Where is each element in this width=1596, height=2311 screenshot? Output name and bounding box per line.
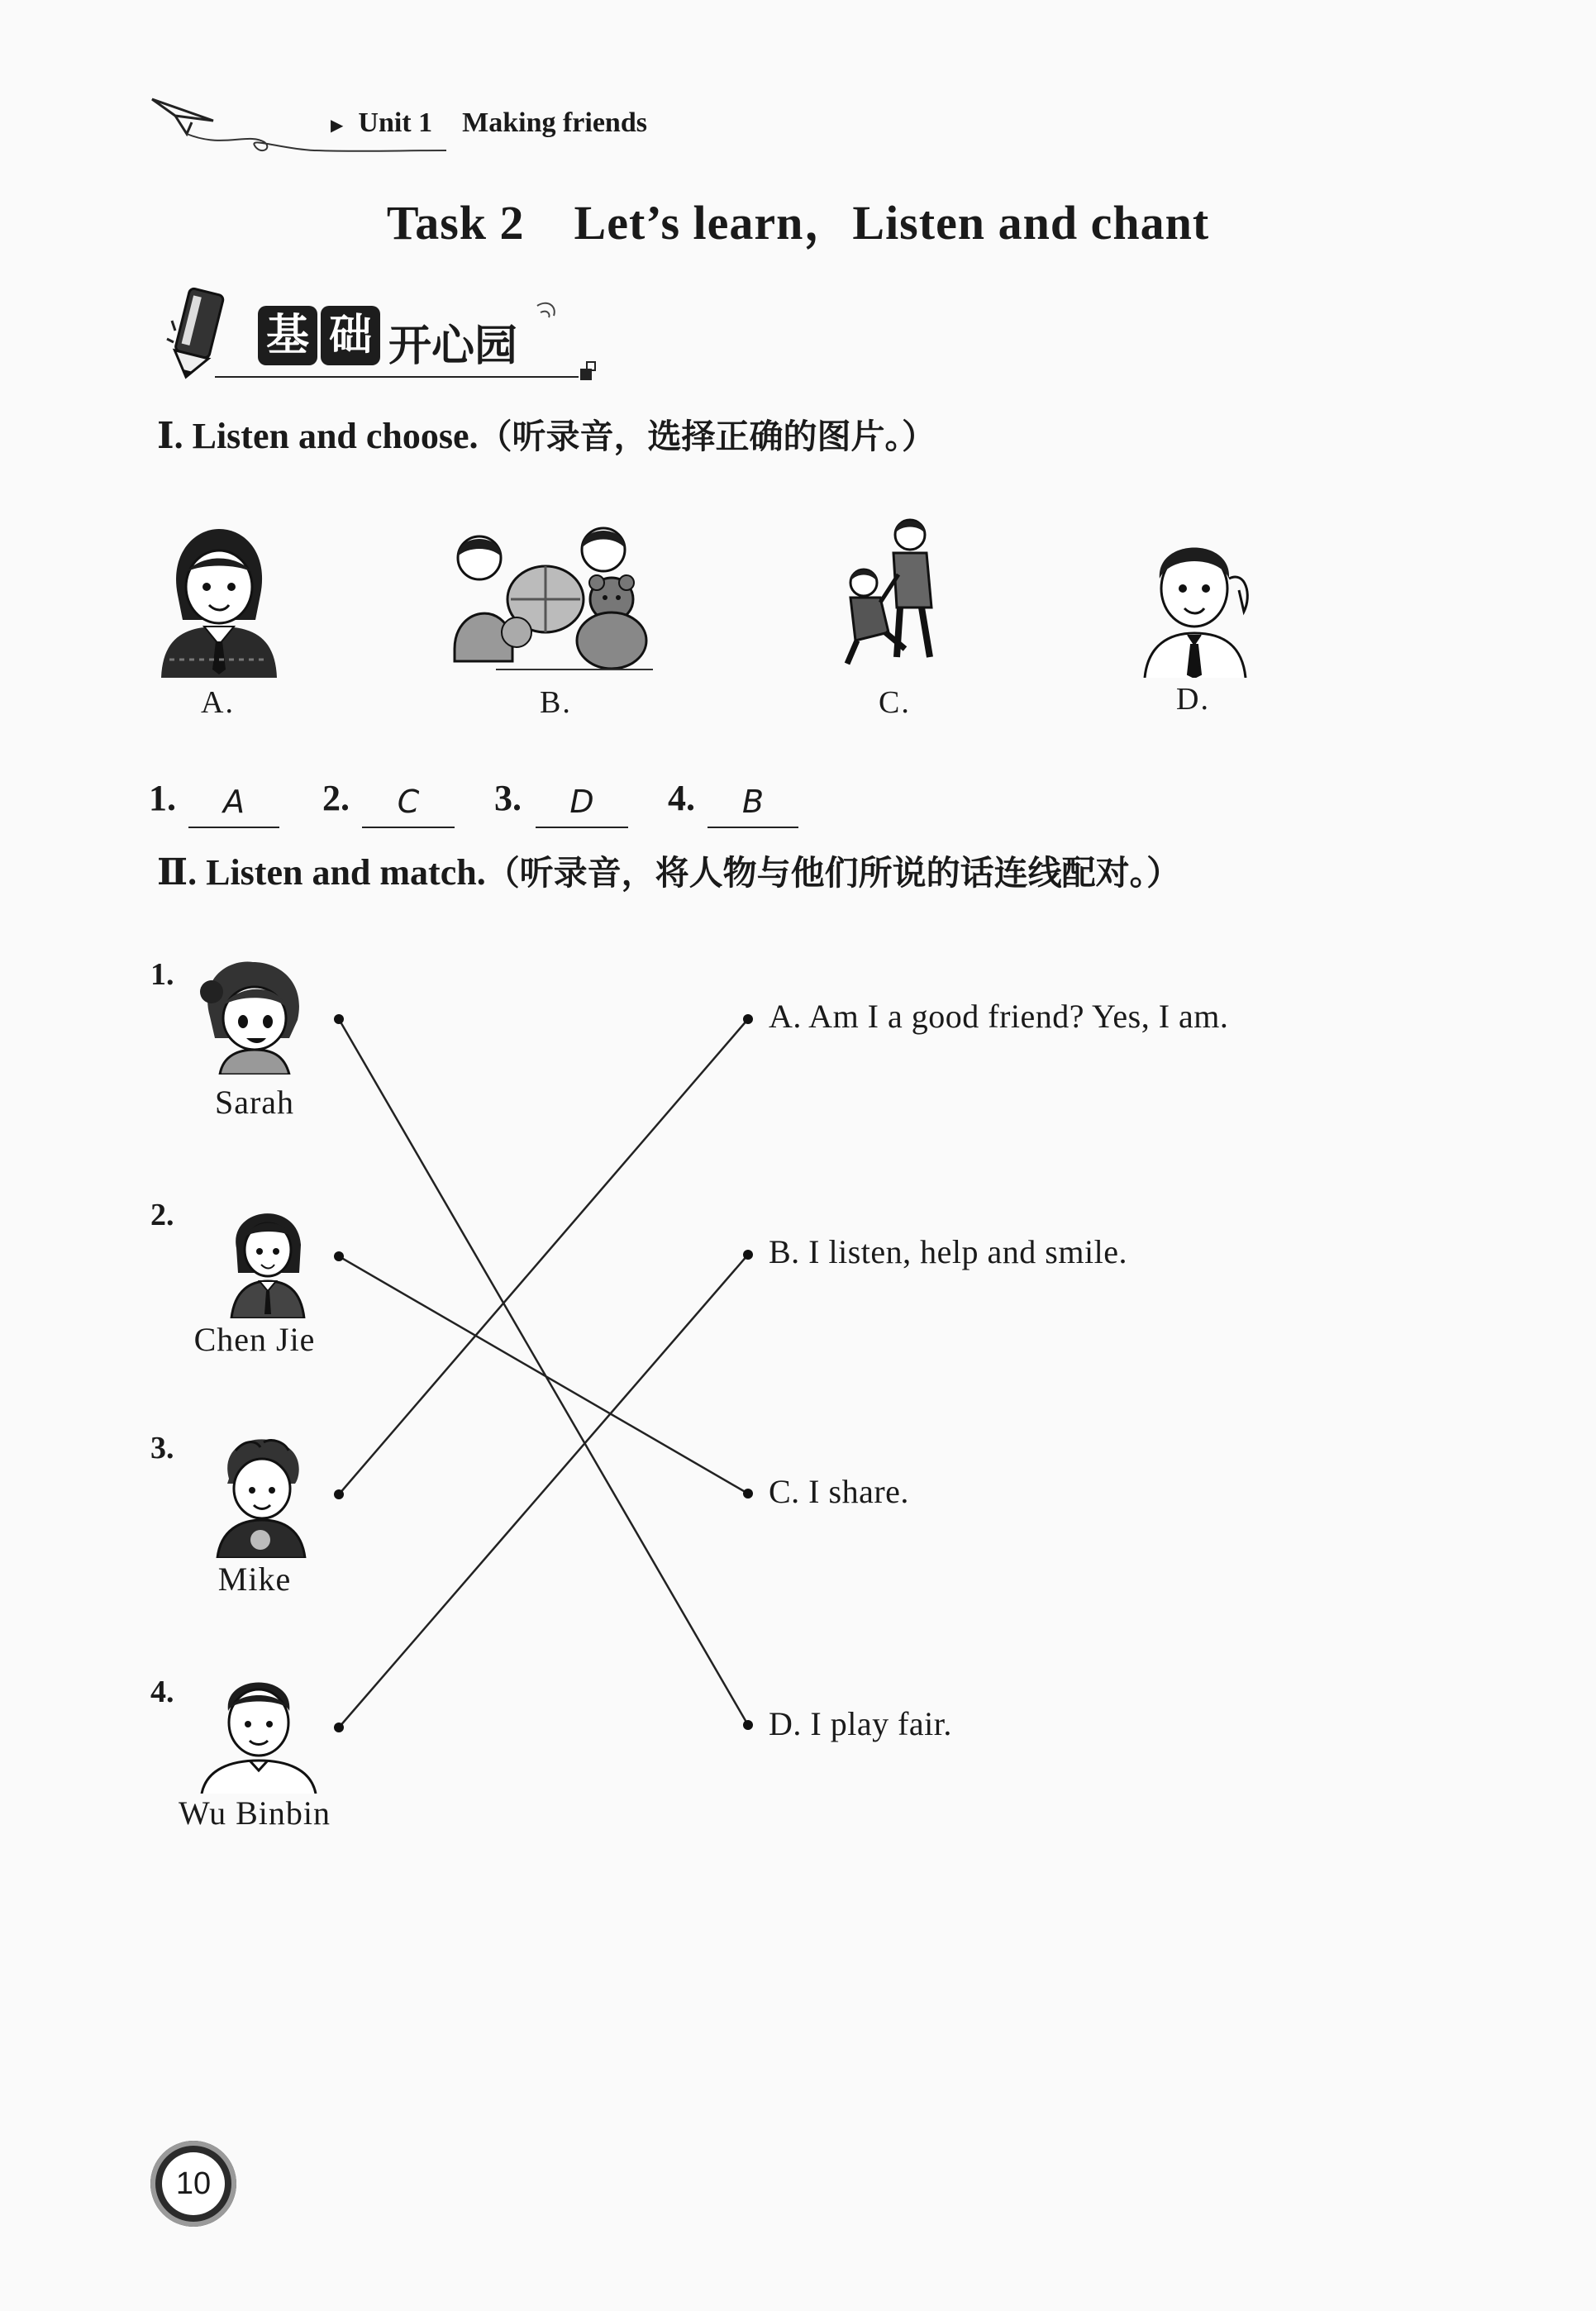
person-3-number: 3.: [150, 1431, 174, 1465]
page-title: [0, 183, 1596, 253]
sentence-c: C. I share.: [769, 1473, 909, 1510]
dot-person-3: [334, 1489, 344, 1499]
answer-1-blank[interactable]: A: [188, 784, 279, 828]
person-1-name: Sarah: [214, 1084, 295, 1121]
dot-sentence-a: [743, 1014, 753, 1024]
answer-3-blank[interactable]: D: [536, 784, 628, 828]
section-banner: [165, 281, 612, 388]
dot-person-1: [334, 1014, 344, 1024]
banner-badge-1: 基: [258, 306, 317, 365]
page-number: 10: [162, 2152, 225, 2215]
banner-text: 开心园: [388, 322, 518, 371]
answer-3-number: 3.: [494, 778, 522, 818]
match-line-sarah-d: [339, 1019, 748, 1725]
task-name: Let’s learn，Listen and chant: [574, 196, 1210, 250]
person-2-number: 2.: [150, 1198, 174, 1232]
answer-4-number: 4.: [668, 778, 695, 818]
answer-4-blank[interactable]: B: [707, 784, 798, 828]
answer-1-number: 1.: [149, 778, 176, 818]
section-2-chinese: （听录音，将人物与他们所说的话连线配对。）: [485, 853, 1181, 893]
banner-badge-2: 础: [321, 306, 380, 365]
page-number-badge: [150, 2141, 236, 2227]
dot-person-2: [334, 1251, 344, 1261]
match-line-mike-a: [339, 1019, 748, 1494]
triangle-bullet-icon: ▶: [331, 116, 344, 135]
unit-header: [331, 107, 647, 139]
section-2-english: . Listen and match.: [188, 852, 486, 893]
sarah-portrait: [198, 959, 306, 1074]
section-1-numeral: Ⅰ: [157, 416, 174, 456]
picture-b-label: B.: [540, 685, 572, 720]
unit-number: Unit 1: [358, 107, 433, 138]
picture-a-label: A.: [201, 685, 235, 720]
chen-jie-portrait: [223, 1198, 314, 1318]
picture-a-girl: [153, 521, 285, 678]
section-1-chinese: （听录音，选择正确的图片。）: [478, 417, 936, 456]
dot-sentence-c: [743, 1489, 753, 1499]
picture-d-label: D.: [1176, 682, 1210, 717]
person-1-number: 1.: [150, 957, 174, 992]
person-4-number: 4.: [150, 1675, 174, 1709]
picture-c-label: C.: [879, 685, 911, 720]
unit-topic: Making friends: [462, 107, 647, 138]
section-1-instruction: [157, 409, 936, 458]
person-2-name: Chen Jie: [193, 1321, 316, 1358]
person-3-name: Mike: [217, 1561, 292, 1598]
picture-d-listening: [1136, 521, 1269, 678]
wu-binbin-portrait: [198, 1670, 318, 1794]
picture-b-kids-teddy: [446, 517, 661, 678]
mike-portrait: [211, 1434, 310, 1558]
section-1-english: . Listen and choose.: [174, 416, 479, 456]
match-line-wubinbin-b: [339, 1255, 748, 1727]
answer-2-number: 2.: [322, 778, 350, 818]
person-4-name: Wu Binbin: [178, 1794, 331, 1832]
section-2-instruction: [157, 846, 1180, 894]
match-line-chenjie-c: [339, 1256, 748, 1494]
dot-person-4: [334, 1723, 344, 1732]
task-number: Task 2: [386, 196, 525, 250]
answer-2-blank[interactable]: C: [362, 784, 455, 828]
sentence-a: A. Am I a good friend? Yes, I am.: [769, 998, 1229, 1035]
dot-sentence-d: [743, 1720, 753, 1730]
section-2-numeral: Ⅱ: [157, 852, 188, 893]
sentence-b: B. I listen, help and smile.: [769, 1233, 1127, 1270]
picture-c-helping: [839, 517, 955, 674]
sentence-d: D. I play fair.: [769, 1705, 952, 1742]
dot-sentence-b: [743, 1250, 753, 1260]
